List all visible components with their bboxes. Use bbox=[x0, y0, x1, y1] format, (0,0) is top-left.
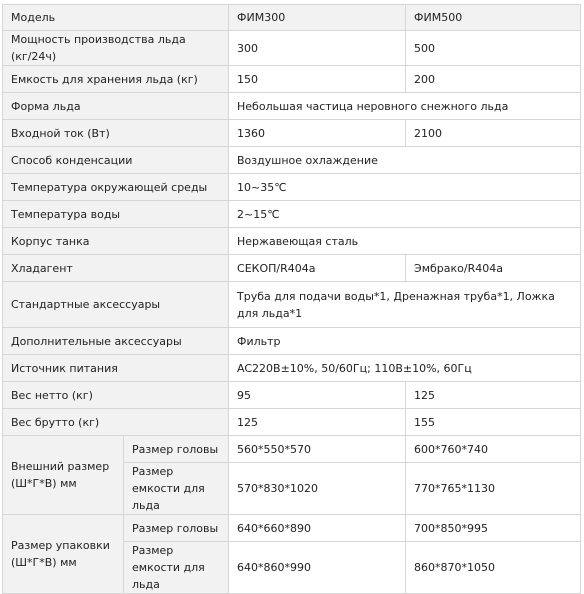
sub-label: Размер емкости для льда bbox=[124, 542, 229, 594]
value-a: 95 bbox=[229, 382, 406, 409]
spec-table bbox=[2, 4, 581, 594]
table-row bbox=[3, 409, 581, 436]
row-label: Хладагент bbox=[3, 255, 229, 282]
row-label: Форма льда bbox=[3, 93, 229, 120]
value-shared: 10~35℃ bbox=[229, 174, 581, 201]
sub-label: Размер головы bbox=[124, 436, 229, 463]
outer-size-label: Внешний размер (Ш*Г*В) мм bbox=[3, 436, 124, 515]
pack-size-label: Размер упаковки (Ш*Г*В) мм bbox=[3, 515, 124, 594]
row-label: Вес нетто (кг) bbox=[3, 382, 229, 409]
row-label: Способ конденсации bbox=[3, 147, 229, 174]
value-a: 560*550*570 bbox=[229, 436, 406, 463]
value-a: 125 bbox=[229, 409, 406, 436]
table-row bbox=[3, 31, 581, 66]
row-label: Температура окружающей среды bbox=[3, 174, 229, 201]
value-b: 200 bbox=[406, 66, 581, 93]
table-row bbox=[3, 120, 581, 147]
value-b: 125 bbox=[406, 382, 581, 409]
row-label: Стандартные аксессуары bbox=[3, 282, 229, 328]
value-b: 600*760*740 bbox=[406, 436, 581, 463]
value-shared: Труба для подачи воды*1, Дренажная труба*1, Ложка для льда*1 bbox=[229, 282, 581, 328]
value-b: 700*850*995 bbox=[406, 515, 581, 542]
sub-label: Размер головы bbox=[124, 515, 229, 542]
value-shared: Фильтр bbox=[229, 328, 581, 355]
value-a: 640*660*890 bbox=[229, 515, 406, 542]
value-a: 640*860*990 bbox=[229, 542, 406, 594]
model-label: Модель bbox=[3, 5, 229, 31]
model-a-header: ФИМ300 bbox=[229, 5, 406, 31]
table-row bbox=[3, 147, 581, 174]
row-label: Источник питания bbox=[3, 355, 229, 382]
table-row bbox=[3, 282, 581, 328]
table-row bbox=[3, 174, 581, 201]
value-a: 570*830*1020 bbox=[229, 463, 406, 515]
table-row bbox=[3, 5, 581, 31]
table-row bbox=[3, 93, 581, 120]
row-label: Дополнительные аксессуары bbox=[3, 328, 229, 355]
row-label: Емкость для хранения льда (кг) bbox=[3, 66, 229, 93]
table-row bbox=[3, 515, 581, 542]
table-row bbox=[3, 382, 581, 409]
value-shared: Небольшая частица неровного снежного льда bbox=[229, 93, 581, 120]
value-b: 500 bbox=[406, 31, 581, 66]
value-b: 2100 bbox=[406, 120, 581, 147]
row-label: Вес брутто (кг) bbox=[3, 409, 229, 436]
table-row bbox=[3, 436, 581, 463]
table-row bbox=[3, 328, 581, 355]
row-label: Мощность производства льда (кг/24ч) bbox=[3, 31, 229, 66]
value-b: 155 bbox=[406, 409, 581, 436]
value-a: 300 bbox=[229, 31, 406, 66]
table-row bbox=[3, 255, 581, 282]
value-shared: 2~15℃ bbox=[229, 201, 581, 228]
table-row bbox=[3, 355, 581, 382]
value-b: 770*765*1130 bbox=[406, 463, 581, 515]
value-b: 860*870*1050 bbox=[406, 542, 581, 594]
value-shared: Нержавеющая сталь bbox=[229, 228, 581, 255]
sub-label: Размер емкости для льда bbox=[124, 463, 229, 515]
value-a: 1360 bbox=[229, 120, 406, 147]
row-label: Входной ток (Вт) bbox=[3, 120, 229, 147]
table-row bbox=[3, 228, 581, 255]
table-row bbox=[3, 66, 581, 93]
row-label: Корпус танка bbox=[3, 228, 229, 255]
value-b: Эмбрако/R404a bbox=[406, 255, 581, 282]
value-a: 150 bbox=[229, 66, 406, 93]
value-a: СЕКОП/R404a bbox=[229, 255, 406, 282]
table-row bbox=[3, 201, 581, 228]
row-label: Температура воды bbox=[3, 201, 229, 228]
model-b-header: ФИМ500 bbox=[406, 5, 581, 31]
value-shared: AC220В±10%, 50/60Гц; 110В±10%, 60Гц bbox=[229, 355, 581, 382]
value-shared: Воздушное охлаждение bbox=[229, 147, 581, 174]
